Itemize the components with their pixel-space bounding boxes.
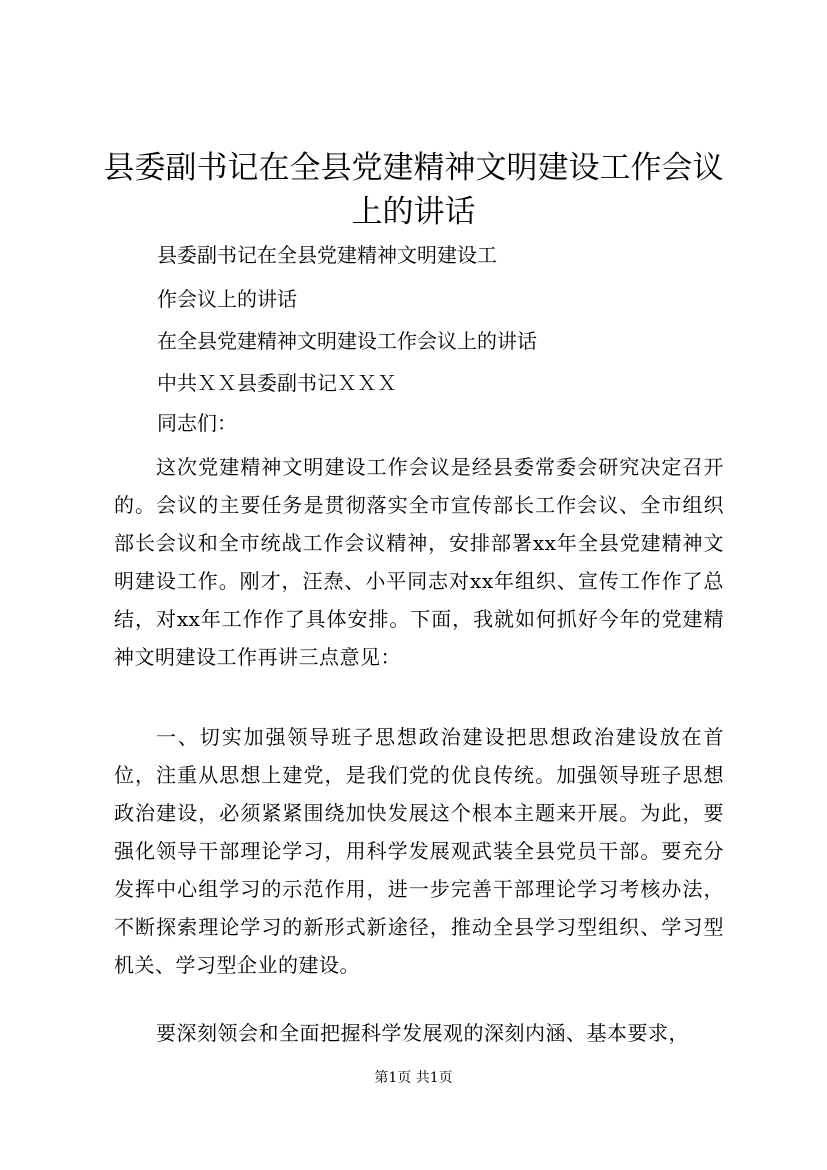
author-line: 中共ＸＸ县委副书记ＸＸＸ [157, 371, 397, 395]
heading-line-3: 在全县党建精神文明建设工作会议上的讲话 [157, 329, 537, 353]
paragraph-1: 这次党建精神文明建设工作会议是经县委常委会研究决定召开的。会议的主要任务是贯彻落实全市宣传部长工作会议、全市组织部长会议和全市统战工作会议精神，安排部署xx年全县党建精神文明建设工作。刚才，汪焘、小平同志对xx年组织、宣传工作作了总结，对xx年工作作了具体安排。下面，我就如何抓好今年的党建精神文明建设工作再讲三点意见： [114, 455, 724, 669]
heading-line-1: 县委副书记在全县党建精神文明建设工 [157, 243, 497, 267]
salutation: 同志们： [157, 411, 237, 435]
document-title [100, 146, 727, 234]
page-footer [0, 1068, 827, 1088]
paragraph-2: 一、切实加强领导班子思想政治建设把思想政治建设放在首位，注重从思想上建党，是我们党的优良传统。加强领导班子思想政治建设，必须紧紧围绕加快发展这个根本主题来开展。为此，要强化领导干部理论学习，用科学发展观武装全县党员干部。要充分发挥中心组学习的示范作用，进一步完善干部理论学习考核办法，不断探索理论学习的新形式新途径，推动全县学习型组织、学习型机关、学习型企业的建设。 [114, 725, 724, 977]
paragraph-3: 要深刻领会和全面把握科学发展观的深刻内涵、基本要求， [156, 1021, 689, 1045]
title-line-2: 上的讲话 [351, 194, 476, 230]
heading-line-2: 作会议上的讲话 [157, 287, 297, 311]
page-number: 第1页 共1页 [374, 1070, 453, 1086]
title-line-1: 县委副书记在全县党建精神文明建设工作会议 [103, 150, 724, 186]
